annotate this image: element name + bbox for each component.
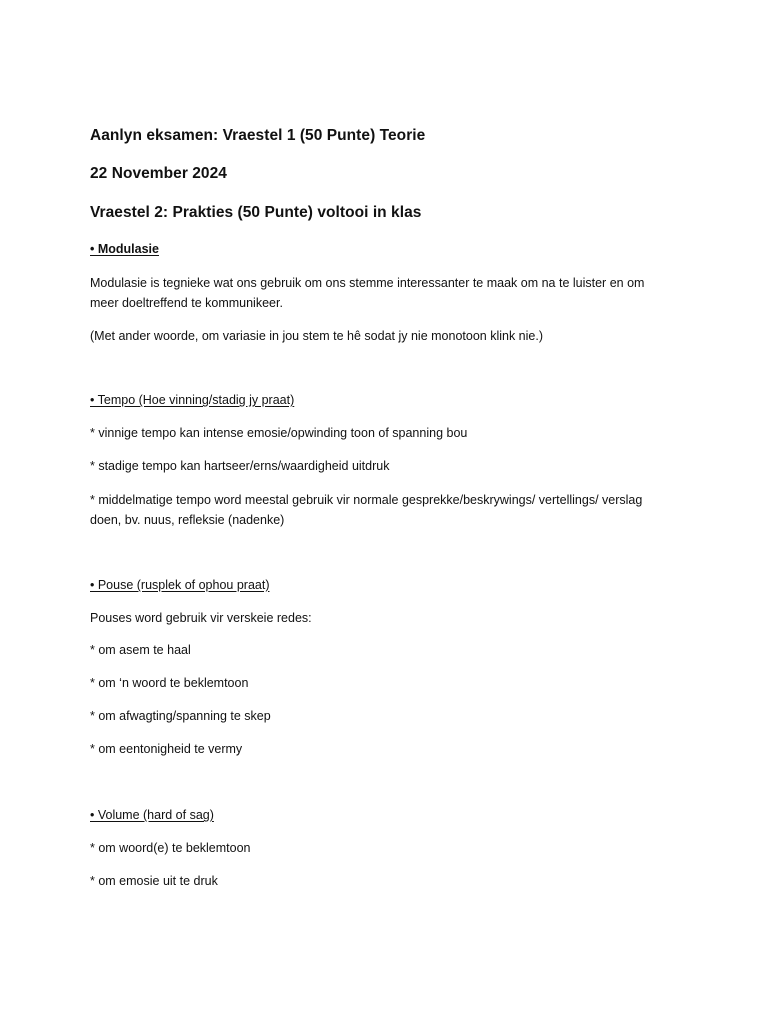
list-item: * om ‘n woord te beklemtoon (90, 676, 249, 690)
list-item: * om asem te haal (90, 643, 191, 657)
list-item: * om emosie uit te druk (90, 874, 218, 888)
modulasie-paragraph: Modulasie is tegnieke wat ons gebruik om ons stemme interessanter te maak om na te luister en om meer doeltreffend te kommunikeer. (90, 276, 645, 310)
list-item: * om eentonigheid te vermy (90, 742, 243, 756)
list-item: * stadige tempo kan hartseer/erns/waardigheid uitdruk (90, 459, 390, 473)
list-item: * middelmatige tempo word meestal gebruik vir normale gesprekke/beskrywings/ vertellings/ verslag doen, bv. nuus, refleksie (nadenke) (90, 493, 643, 527)
pouse-intro: Pouses word gebruik vir verskeie redes: (90, 611, 312, 625)
list-item: * om woord(e) te beklemtoon (90, 841, 251, 855)
exam-title: Aanlyn eksamen: Vraestel 1 (50 Punte) Teorie (90, 127, 426, 144)
paper-2-title: Vraestel 2: Prakties (50 Punte) voltooi in klas (90, 204, 422, 221)
modulasie-note: (Met ander woorde, om variasie in jou stem te hê sodat jy nie monotoon klink nie.) (90, 329, 544, 343)
list-item: * vinnige tempo kan intense emosie/opwinding toon of spanning bou (90, 426, 468, 440)
list-item: * om afwagting/spanning te skep (90, 709, 271, 723)
exam-date: 22 November 2024 (90, 165, 227, 182)
section-title-tempo: • Tempo (Hoe vinning/stadig jy praat) (90, 393, 295, 407)
section-title-modulasie: • Modulasie (90, 242, 159, 256)
section-title-volume: • Volume (hard of sag) (90, 808, 214, 822)
section-title-pouse: • Pouse (rusplek of ophou praat) (90, 578, 270, 592)
